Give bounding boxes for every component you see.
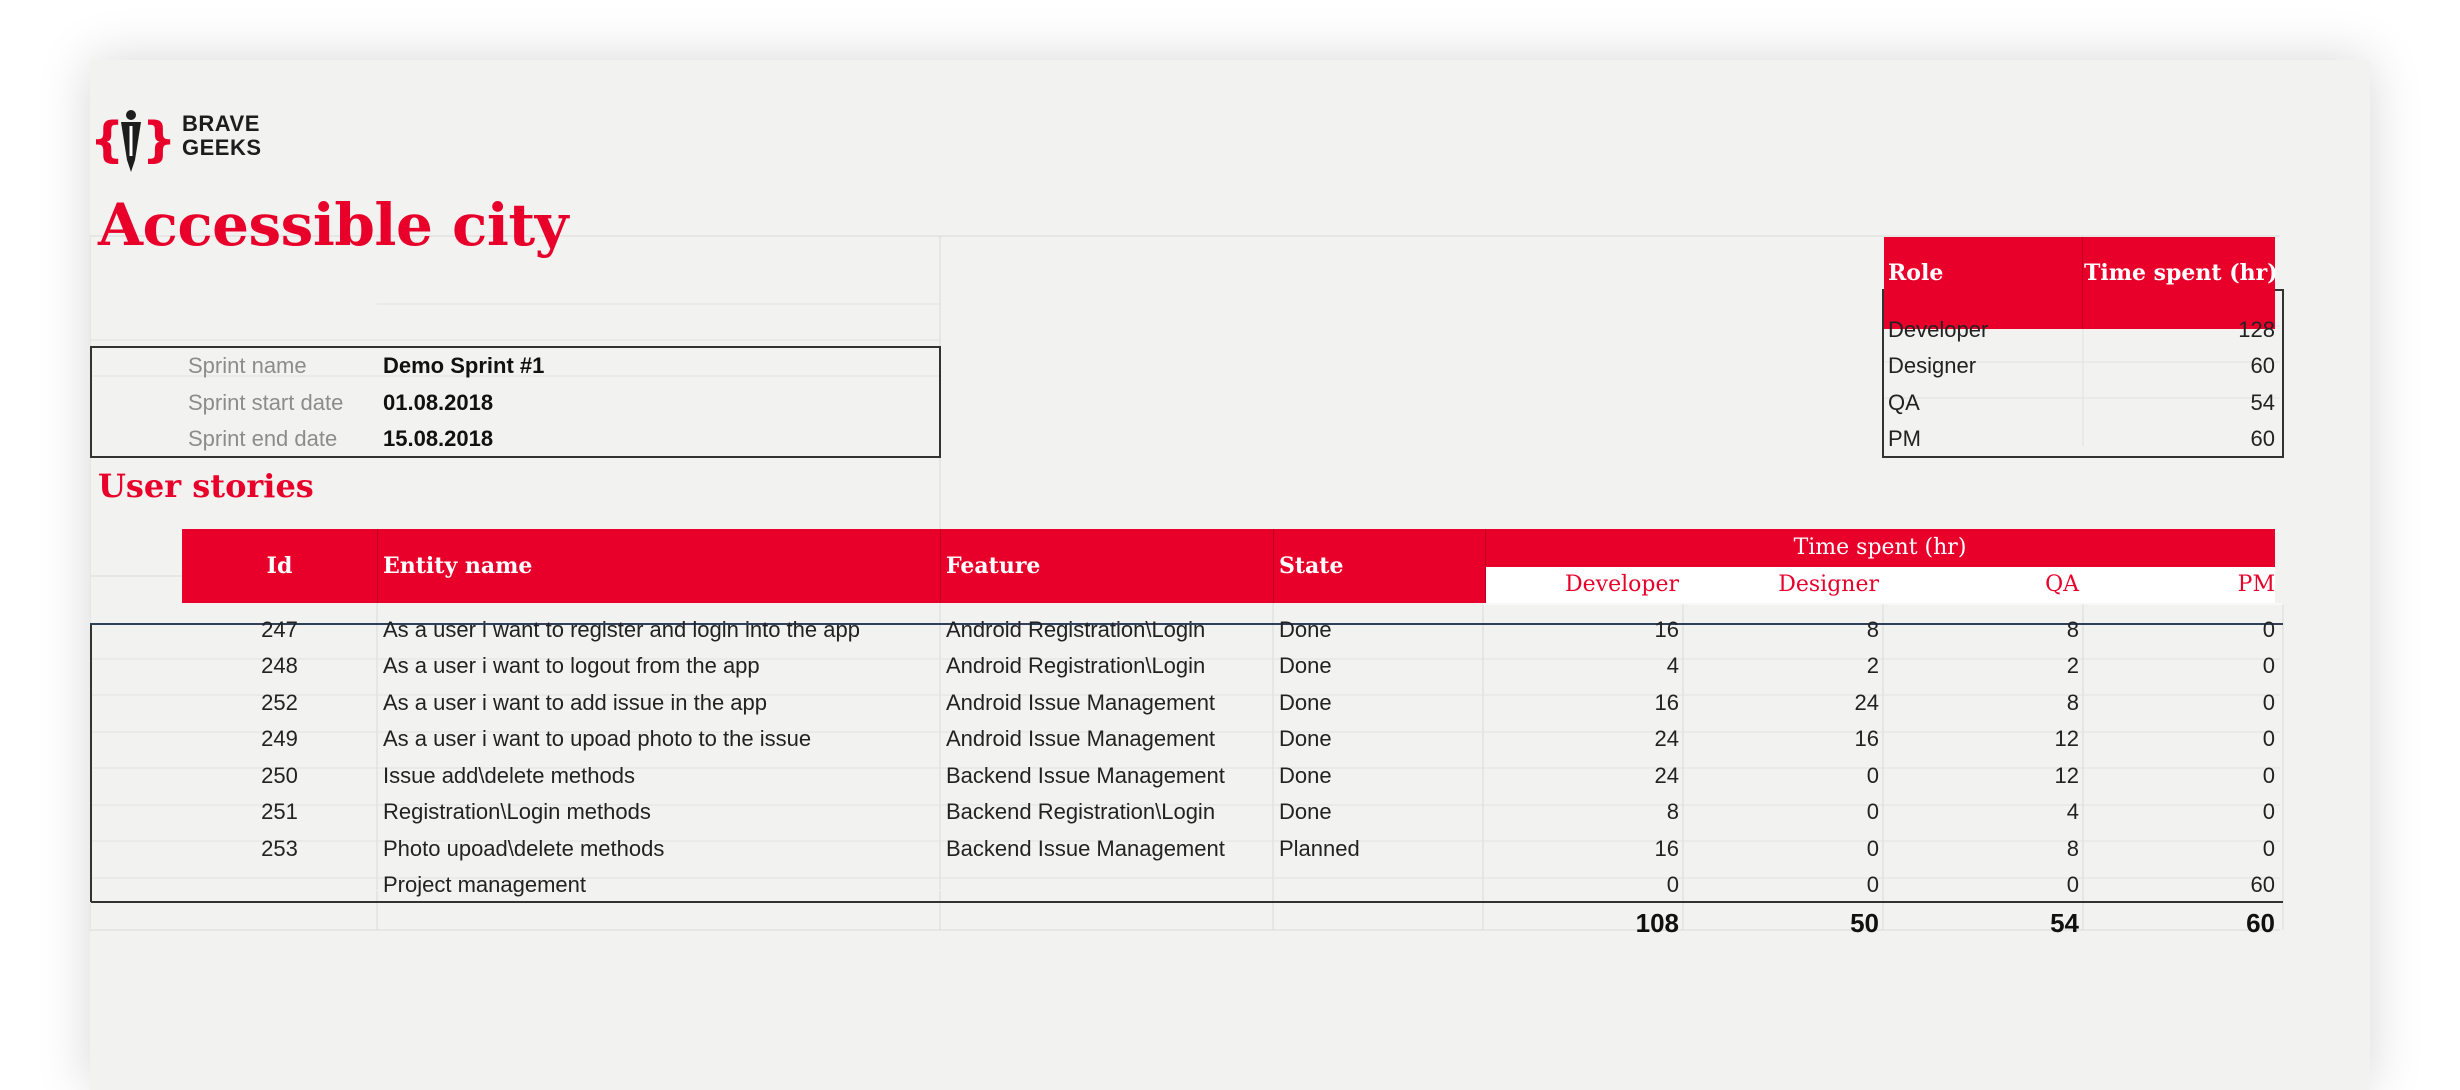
story-feature[interactable]: Android Issue Management xyxy=(946,726,1216,751)
total-qa-hours[interactable]: 54 xyxy=(2050,908,2079,938)
column-header-state: State xyxy=(1279,553,1344,579)
story-dev-hours[interactable]: 4 xyxy=(1666,653,1679,678)
story-design-hours[interactable]: 0 xyxy=(1866,872,1879,897)
summary-role[interactable]: Developer xyxy=(1888,317,1989,342)
story-design-hours[interactable]: 16 xyxy=(1854,726,1879,751)
svg-text:{: { xyxy=(90,112,125,168)
story-design-hours[interactable]: 0 xyxy=(1866,763,1879,788)
story-pm-hours[interactable]: 0 xyxy=(2262,617,2275,642)
story-entity[interactable]: Issue add\delete methods xyxy=(383,763,635,788)
story-qa-hours[interactable]: 12 xyxy=(2054,726,2079,751)
story-design-hours[interactable]: 8 xyxy=(1866,617,1879,642)
summary-hours[interactable]: 60 xyxy=(2250,426,2275,451)
story-qa-hours[interactable]: 2 xyxy=(2066,653,2079,678)
brand-name: BRAVE GEEKS xyxy=(182,111,262,160)
story-pm-hours[interactable]: 0 xyxy=(2262,690,2275,715)
summary-role[interactable]: Designer xyxy=(1888,353,1977,378)
story-qa-hours[interactable]: 12 xyxy=(2054,763,2079,788)
summary-time-header: Time spent (hr) xyxy=(2084,260,2278,286)
svg-text:}: } xyxy=(142,112,177,168)
header-divider xyxy=(377,529,378,603)
story-feature[interactable]: Backend Issue Management xyxy=(946,836,1225,861)
summary-role[interactable]: QA xyxy=(1888,390,1920,415)
sprint-end-label: Sprint end date xyxy=(188,426,338,451)
story-id[interactable]: 253 xyxy=(261,836,298,861)
story-state[interactable]: Planned xyxy=(1279,836,1360,861)
header-divider xyxy=(940,529,941,603)
story-feature[interactable]: Android Registration\Login xyxy=(946,653,1206,678)
story-id[interactable]: 248 xyxy=(261,653,298,678)
story-pm-hours[interactable]: 0 xyxy=(2262,726,2275,751)
total-pm-hours[interactable]: 60 xyxy=(2246,908,2275,938)
story-qa-hours[interactable]: 0 xyxy=(2066,872,2079,897)
sprint-start-label: Sprint start date xyxy=(188,390,344,415)
story-dev-hours[interactable]: 16 xyxy=(1654,836,1679,861)
story-pm-hours[interactable]: 0 xyxy=(2262,836,2275,861)
summary-header-divider xyxy=(2082,237,2083,329)
sprint-start-value[interactable]: 01.08.2018 xyxy=(383,390,494,415)
story-dev-hours[interactable]: 16 xyxy=(1654,617,1679,642)
story-id[interactable]: 251 xyxy=(261,799,298,824)
story-dev-hours[interactable]: 24 xyxy=(1654,763,1679,788)
summary-hours[interactable]: 54 xyxy=(2250,390,2275,415)
story-pm-hours[interactable]: 0 xyxy=(2262,763,2275,788)
summary-role[interactable]: PM xyxy=(1888,426,1921,451)
column-header-qa: QA xyxy=(2045,572,2079,597)
story-pm-hours[interactable]: 0 xyxy=(2262,799,2275,824)
sprint-name-label: Sprint name xyxy=(188,353,307,378)
story-id[interactable]: 247 xyxy=(261,617,298,642)
story-feature[interactable]: Android Registration\Login xyxy=(946,617,1206,642)
summary-hours[interactable]: 128 xyxy=(2238,317,2275,342)
column-header-designer: Designer xyxy=(1778,572,1879,597)
story-design-hours[interactable]: 2 xyxy=(1866,653,1879,678)
column-header-feature: Feature xyxy=(946,553,1041,579)
story-dev-hours[interactable]: 0 xyxy=(1666,872,1679,897)
story-dev-hours[interactable]: 16 xyxy=(1654,690,1679,715)
story-state[interactable]: Done xyxy=(1279,763,1332,788)
story-pm-hours[interactable]: 60 xyxy=(2250,872,2275,897)
story-state[interactable]: Done xyxy=(1279,653,1332,678)
sprint-end-value[interactable]: 15.08.2018 xyxy=(383,426,494,451)
column-header-time-spent: Time spent (hr) xyxy=(1793,535,1967,560)
story-design-hours[interactable]: 0 xyxy=(1866,799,1879,824)
story-entity[interactable]: Project management xyxy=(383,872,586,897)
story-dev-hours[interactable]: 24 xyxy=(1654,726,1679,751)
story-id[interactable]: 250 xyxy=(261,763,298,788)
story-id[interactable]: 249 xyxy=(261,726,298,751)
summary-hours[interactable]: 60 xyxy=(2250,353,2275,378)
column-header-developer: Developer xyxy=(1564,572,1679,597)
story-state[interactable]: Done xyxy=(1279,726,1332,751)
column-header-pm: PM xyxy=(2237,572,2275,597)
column-header-entity: Entity name xyxy=(383,553,533,579)
story-id[interactable]: 252 xyxy=(261,690,298,715)
story-feature[interactable]: Android Issue Management xyxy=(946,690,1216,715)
story-dev-hours[interactable]: 8 xyxy=(1666,799,1679,824)
total-design-hours[interactable]: 50 xyxy=(1850,908,1879,938)
story-qa-hours[interactable]: 8 xyxy=(2066,836,2079,861)
page-title: Accessible city xyxy=(98,191,568,259)
column-header-id: Id xyxy=(266,553,293,579)
user-stories-heading: User stories xyxy=(98,467,314,505)
story-feature[interactable]: Backend Registration\Login xyxy=(946,799,1216,824)
summary-role-header: Role xyxy=(1888,260,1944,286)
story-design-hours[interactable]: 24 xyxy=(1854,690,1879,715)
story-entity[interactable]: As a user i want to logout from the app xyxy=(383,653,760,678)
story-entity[interactable]: Photo upoad\delete methods xyxy=(383,836,665,861)
story-entity[interactable]: As a user i want to upoad photo to the issue xyxy=(383,726,812,751)
story-feature[interactable]: Backend Issue Management xyxy=(946,763,1225,788)
story-state[interactable]: Done xyxy=(1279,617,1332,642)
story-qa-hours[interactable]: 4 xyxy=(2066,799,2079,824)
header-divider xyxy=(1273,529,1274,603)
story-qa-hours[interactable]: 8 xyxy=(2066,617,2079,642)
story-qa-hours[interactable]: 8 xyxy=(2066,690,2079,715)
story-state[interactable]: Done xyxy=(1279,799,1332,824)
sprint-name-value[interactable]: Demo Sprint #1 xyxy=(383,353,545,378)
total-dev-hours[interactable]: 108 xyxy=(1635,908,1679,938)
story-state[interactable]: Done xyxy=(1279,690,1332,715)
story-entity[interactable]: As a user i want to add issue in the app xyxy=(383,690,768,715)
story-entity[interactable]: Registration\Login methods xyxy=(383,799,651,824)
story-entity[interactable]: As a user i want to register and login into the app xyxy=(383,617,860,642)
story-pm-hours[interactable]: 0 xyxy=(2262,653,2275,678)
story-design-hours[interactable]: 0 xyxy=(1866,836,1879,861)
